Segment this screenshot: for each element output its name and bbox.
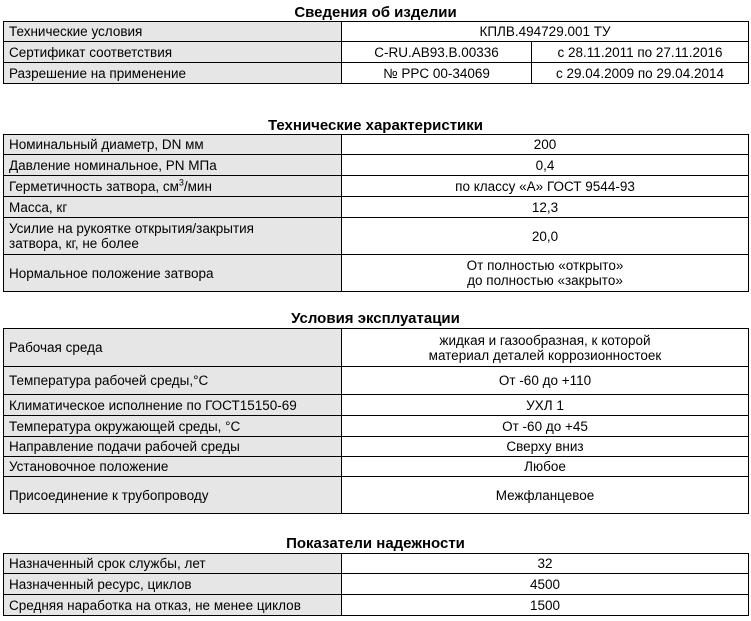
tech-specs-table [3, 134, 749, 292]
table-row [4, 416, 749, 437]
row-value: 32 [342, 554, 749, 574]
certificate-validity: с 28.11.2011 по 27.11.2016 [532, 42, 749, 63]
row-label: Назначенный срок службы, лет [4, 554, 342, 574]
row-label: Номинальный диаметр, DN мм [4, 135, 342, 155]
row-label: Рабочая среда [4, 329, 342, 367]
table-row [4, 63, 749, 84]
row-label: Средняя наработка на отказ, не менее циклов [4, 595, 342, 616]
table-row [4, 155, 749, 176]
value-line: до полностью «закрыто» [467, 273, 623, 288]
row-value: От -60 до +45 [342, 416, 749, 437]
row-label: Разрешение на применение [4, 63, 342, 84]
label-line: затвора, кг, не более [9, 236, 139, 251]
reliability-title: Показатели надежности [286, 535, 465, 552]
table-row [4, 42, 749, 63]
value-line: От полностью «открыто» [466, 258, 624, 273]
row-label [4, 218, 342, 255]
row-label [4, 176, 342, 197]
table-row [4, 135, 749, 155]
row-label: Климатическое исполнение по ГОСТ15150-69 [4, 395, 342, 416]
row-value: Межфланцевое [342, 477, 749, 514]
product-info-title: Сведения об изделии [294, 4, 457, 21]
product-info-table [3, 21, 749, 84]
row-label: Направление подачи рабочей среды [4, 437, 342, 457]
row-value: 200 [342, 135, 749, 155]
reliability-table [3, 553, 749, 616]
row-value: 4500 [342, 574, 749, 595]
row-value: От -60 до +110 [342, 367, 749, 395]
row-value: Любое [342, 457, 749, 477]
row-label: Назначенный ресурс, циклов [4, 574, 342, 595]
table-row [4, 197, 749, 218]
table-row [4, 367, 749, 395]
row-value: 20,0 [342, 218, 749, 255]
table-row [4, 437, 749, 457]
row-value: 1500 [342, 595, 749, 616]
label-text-suffix: /мин [183, 178, 212, 194]
row-label: Сертификат соответствия [4, 42, 342, 63]
row-label: Температура окружающей среды, °С [4, 416, 342, 437]
table-row [4, 554, 749, 574]
row-label: Масса, кг [4, 197, 342, 218]
certificate-number: C-RU.AB93.B.00336 [342, 42, 532, 63]
permit-number: № PPC 00-34069 [342, 63, 532, 84]
operation-conditions-title: Условия эксплуатации [291, 310, 460, 327]
value-line: материал деталей коррозионностоек [428, 347, 662, 363]
table-row [4, 595, 749, 616]
row-label: Температура рабочей среды,°С [4, 367, 342, 395]
row-value: 12,3 [342, 197, 749, 218]
row-label: Нормальное положение затвора [4, 255, 342, 292]
label-superscript: 3 [178, 177, 184, 187]
row-value: по классу «А» ГОСТ 9544-93 [342, 176, 749, 197]
row-value [342, 255, 749, 292]
row-value [342, 329, 749, 367]
table-row [4, 574, 749, 595]
table-row [4, 477, 749, 514]
value-line: жидкая и газообразная, к которой [439, 332, 651, 348]
label-line: Усилие на рукоятке открытия/закрытия [9, 221, 254, 236]
row-label: Присоединение к трубопроводу [4, 477, 342, 514]
row-value: Сверху вниз [342, 437, 749, 457]
row-label: Технические условия [4, 22, 342, 42]
permit-validity: с 29.04.2009 по 29.04.2014 [532, 63, 749, 84]
row-value: 0,4 [342, 155, 749, 176]
row-label: Давление номинальное, PN МПа [4, 155, 342, 176]
label-text: Герметичность затвора, см [9, 178, 179, 194]
tech-specs-title: Технические характеристики [267, 117, 484, 134]
table-row [4, 395, 749, 416]
table-row [4, 255, 749, 292]
table-row [4, 329, 749, 367]
table-row [4, 22, 749, 42]
operation-conditions-table [3, 328, 749, 514]
row-value: УХЛ 1 [342, 395, 749, 416]
table-row [4, 218, 749, 255]
table-row [4, 176, 749, 197]
row-value: КПЛВ.494729.001 ТУ [342, 22, 749, 42]
row-label: Установочное положение [4, 457, 342, 477]
table-row [4, 457, 749, 477]
